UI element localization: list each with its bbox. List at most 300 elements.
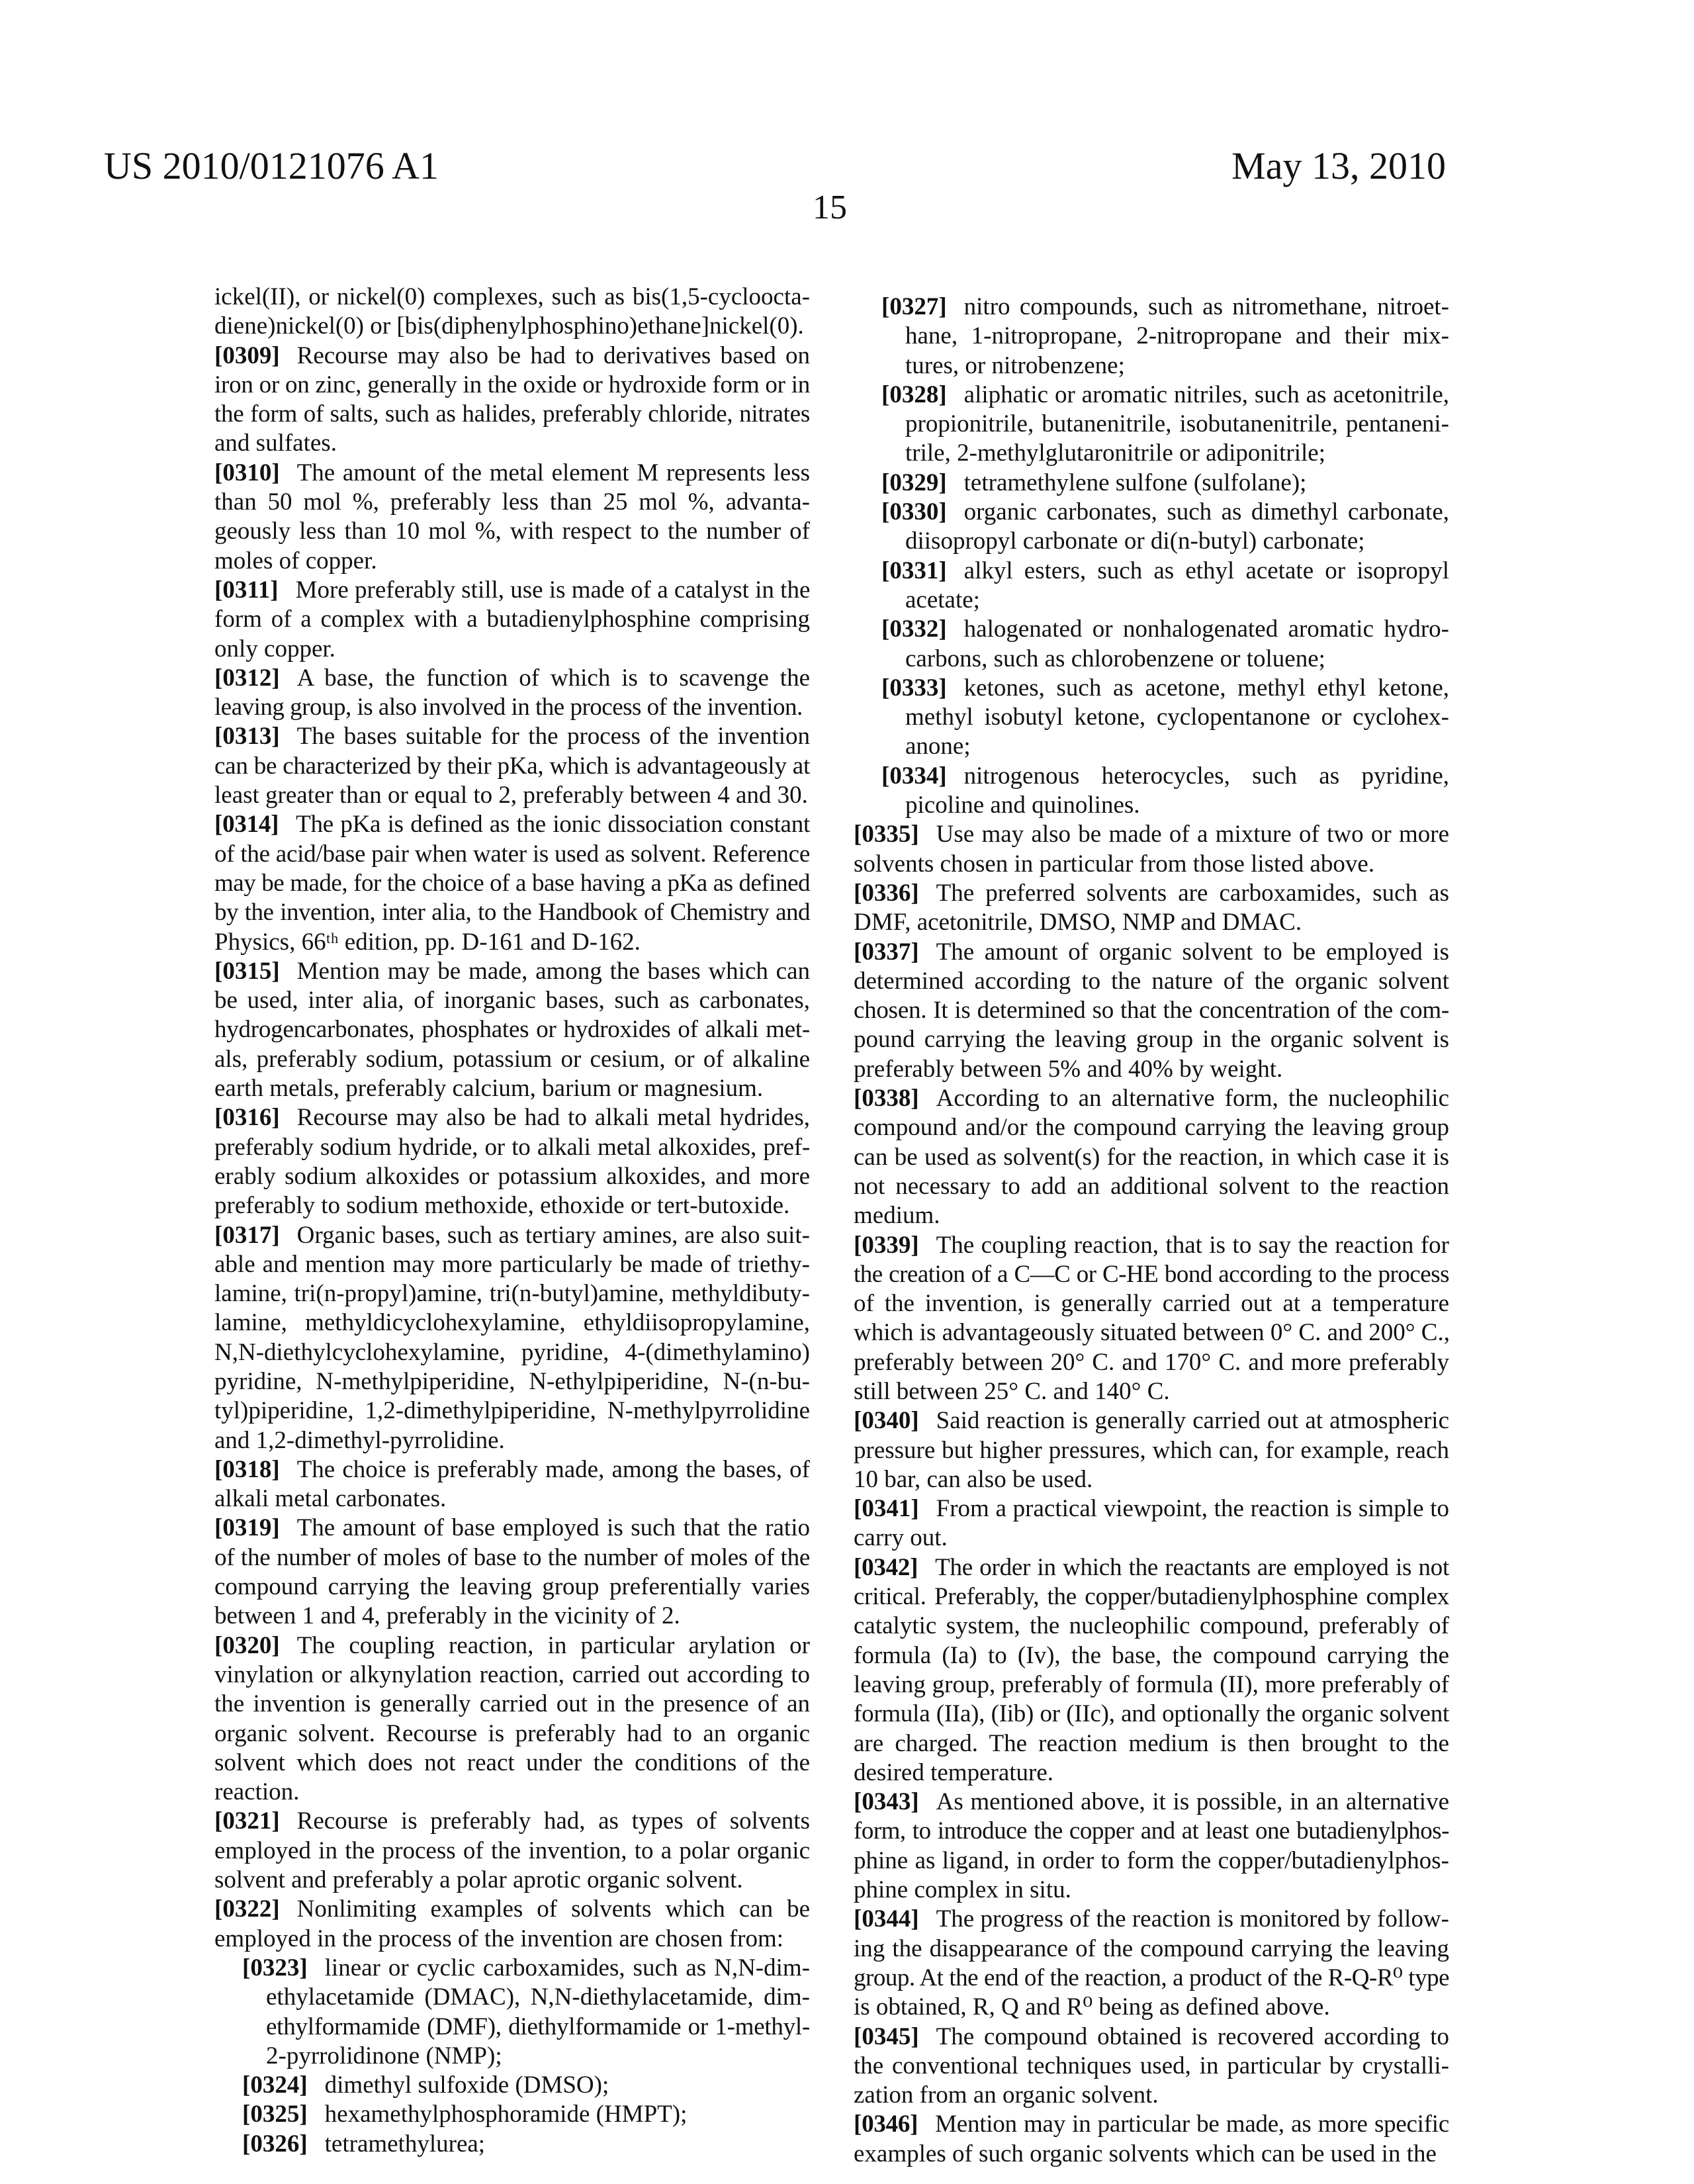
text-line bbox=[854, 1670, 1449, 1700]
paragraph-number: [0327] bbox=[881, 293, 947, 320]
text-line bbox=[854, 1231, 1449, 1260]
text-line bbox=[854, 1553, 1449, 1582]
text-line bbox=[214, 1074, 810, 1103]
line-text: lamine, methyldicyclohexylamine, ethyldiisopropylamine, bbox=[214, 1309, 810, 1336]
line-text: phine as ligand, in order to form the copper/butadienylphos- bbox=[854, 1847, 1449, 1874]
text-line bbox=[854, 1641, 1449, 1670]
paragraph-number: [0345] bbox=[854, 2023, 919, 2050]
text-line bbox=[854, 732, 1449, 761]
paragraph-number: [0317] bbox=[214, 1222, 280, 1249]
text-line bbox=[214, 635, 810, 664]
line-text: medium. bbox=[854, 1202, 940, 1229]
line-text: als, preferably sodium, potassium or cesium, or of alkaline bbox=[214, 1046, 810, 1073]
publication-number: US 2010/0121076 A1 bbox=[104, 147, 439, 185]
line-text: tetramethylurea; bbox=[325, 2130, 485, 2158]
line-text: The choice is preferably made, among the bases, of bbox=[297, 1456, 810, 1483]
paragraph bbox=[214, 1895, 810, 1954]
line-text: Physics, 66ᵗʰ edition, pp. D-161 and D-162. bbox=[214, 929, 641, 956]
line-text: picoline and quinolines. bbox=[905, 792, 1140, 819]
text-line bbox=[214, 1250, 810, 1279]
text-line bbox=[214, 1954, 810, 1983]
line-text: A base, the function of which is to scavenge the bbox=[297, 664, 810, 692]
line-text: DMF, acetonitrile, DMSO, NMP and DMAC. bbox=[854, 909, 1302, 936]
text-line bbox=[214, 1133, 810, 1162]
text-line bbox=[214, 1602, 810, 1631]
paragraph bbox=[214, 1807, 810, 1895]
text-line bbox=[854, 1582, 1449, 1612]
line-text: moles of copper. bbox=[214, 547, 377, 574]
line-text: vinylation or alkynylation reaction, carried out according to bbox=[214, 1661, 810, 1688]
line-text: the creation of a C—C or C-HE bond according to the process bbox=[854, 1261, 1449, 1288]
line-text: organic carbonates, such as dimethyl carbonate, bbox=[964, 498, 1449, 525]
line-text: can be characterized by their pKa, which is advantageously at bbox=[214, 752, 810, 780]
paragraph-number: [0332] bbox=[881, 615, 947, 643]
paragraph-number: [0335] bbox=[854, 821, 919, 848]
text-line bbox=[214, 283, 810, 312]
text-line bbox=[854, 1289, 1449, 1318]
text-line bbox=[854, 879, 1449, 908]
line-text: nitro compounds, such as nitromethane, nitroet- bbox=[964, 293, 1449, 320]
text-line bbox=[214, 1484, 810, 1514]
line-text: Mention may in particular be made, as more specific bbox=[935, 2111, 1449, 2138]
line-text: of the invention, is generally carried out at a temperature bbox=[854, 1290, 1449, 1317]
text-line bbox=[214, 605, 810, 634]
paragraph-number: [0343] bbox=[854, 1788, 919, 1815]
line-text: leaving group, is also involved in the process of the invention. bbox=[214, 694, 803, 721]
line-text: tures, or nitrobenzene; bbox=[905, 352, 1125, 379]
text-line bbox=[854, 703, 1449, 732]
paragraph bbox=[854, 2110, 1449, 2169]
line-text: preferably between 20° C. and 170° C. and more preferably bbox=[854, 1349, 1449, 1376]
text-line bbox=[214, 371, 810, 400]
line-text: earth metals, preferably calcium, barium or magnesium. bbox=[214, 1075, 763, 1102]
text-line bbox=[854, 996, 1449, 1025]
paragraph-number: [0336] bbox=[854, 880, 919, 907]
line-text: compound and/or the compound carrying the leaving group bbox=[854, 1114, 1449, 1141]
line-text: least greater than or equal to 2, preferably between 4 and 30. bbox=[214, 782, 808, 809]
line-text: From a practical viewpoint, the reaction is simple to bbox=[936, 1495, 1449, 1522]
line-text: ing the disappearance of the compound carrying the leaving bbox=[854, 1935, 1449, 1962]
text-line bbox=[214, 840, 810, 869]
line-text: The pKa is defined as the ionic dissociation constant bbox=[296, 811, 810, 838]
paragraph-number: [0334] bbox=[881, 762, 947, 790]
paragraph-number: [0344] bbox=[854, 1905, 919, 1933]
line-text: Recourse is preferably had, as types of solvents bbox=[297, 1807, 810, 1835]
paragraph-number: [0340] bbox=[854, 1407, 919, 1434]
text-line bbox=[214, 1631, 810, 1661]
text-line bbox=[214, 1778, 810, 1807]
line-text: 2-pyrrolidinone (NMP); bbox=[266, 2042, 502, 2070]
line-text: The coupling reaction, that is to say the reaction for bbox=[936, 1232, 1449, 1259]
text-line bbox=[854, 1905, 1449, 1934]
paragraph-number: [0322] bbox=[214, 1895, 280, 1923]
text-line bbox=[854, 527, 1449, 556]
line-text: employed in the process of the invention are chosen from: bbox=[214, 1925, 783, 1952]
line-text: form of a complex with a butadienylphosphine comprising bbox=[214, 606, 810, 633]
text-line bbox=[214, 1455, 810, 1484]
text-line bbox=[854, 1729, 1449, 1758]
line-text: carry out. bbox=[854, 1524, 948, 1551]
text-line bbox=[854, 1055, 1449, 1084]
text-line bbox=[854, 1436, 1449, 1465]
paragraph bbox=[854, 2023, 1449, 2111]
text-line bbox=[854, 1406, 1449, 1435]
paragraph-number: [0324] bbox=[242, 2071, 308, 2099]
paragraph-number: [0316] bbox=[214, 1104, 280, 1131]
text-line bbox=[854, 469, 1449, 498]
line-text: ethylformamide (DMF), diethylformamide or 1-methyl- bbox=[266, 2013, 810, 2040]
text-line bbox=[214, 312, 810, 341]
paragraph bbox=[854, 1231, 1449, 1407]
text-line bbox=[854, 1964, 1449, 1993]
paragraph bbox=[854, 879, 1449, 938]
paragraph bbox=[214, 1221, 810, 1455]
line-text: ketones, such as acetone, methyl ethyl ketone, bbox=[964, 674, 1449, 702]
line-text: halogenated or nonhalogenated aromatic hydro- bbox=[964, 615, 1449, 643]
line-text: than 50 mol %, preferably less than 25 mol %, advanta- bbox=[214, 488, 810, 516]
text-line bbox=[214, 1221, 810, 1250]
line-text: not necessary to add an additional solvent to the reaction bbox=[854, 1173, 1449, 1200]
text-line bbox=[214, 898, 810, 927]
text-line bbox=[854, 586, 1449, 615]
text-line bbox=[854, 1260, 1449, 1289]
paragraph bbox=[214, 459, 810, 576]
text-line bbox=[854, 410, 1449, 439]
line-text: The compound obtained is recovered according to bbox=[936, 2023, 1449, 2050]
line-text: zation from an organic solvent. bbox=[854, 2081, 1159, 2109]
text-line bbox=[214, 1572, 810, 1602]
paragraph-number: [0309] bbox=[214, 342, 280, 369]
text-line bbox=[214, 2100, 810, 2129]
line-text: geously less than 10 mol %, with respect to the number of bbox=[214, 518, 810, 545]
text-line bbox=[854, 439, 1449, 468]
line-text: N,N-diethylcyclohexylamine, pyridine, 4-(dimethylamino) bbox=[214, 1339, 810, 1366]
text-line bbox=[214, 1925, 810, 1954]
line-text: formula (Ia) to (Iv), the base, the compound carrying the bbox=[854, 1642, 1449, 1669]
text-line bbox=[214, 693, 810, 722]
line-text: Recourse may also be had to alkali metal hydrides, bbox=[297, 1104, 810, 1131]
line-text: is obtained, R, Q and R⁰ being as defined above. bbox=[854, 1993, 1330, 2021]
line-text: The amount of the metal element M represents less bbox=[297, 459, 810, 486]
line-text: the form of salts, such as halides, preferably chloride, nitrates bbox=[214, 400, 810, 428]
text-line bbox=[214, 986, 810, 1015]
list-item bbox=[854, 293, 1449, 381]
line-text: still between 25° C. and 140° C. bbox=[854, 1378, 1170, 1405]
text-line bbox=[214, 957, 810, 986]
text-line bbox=[854, 1084, 1449, 1113]
line-text: Said reaction is generally carried out at atmospheric bbox=[936, 1407, 1449, 1434]
line-text: lamine, tri(n-propyl)amine, tri(n-butyl)amine, methyldibuty- bbox=[214, 1280, 810, 1307]
line-text: aliphatic or aromatic nitriles, such as acetonitrile, bbox=[964, 381, 1449, 408]
paragraph-number: [0341] bbox=[854, 1495, 919, 1522]
line-text: The preferred solvents are carboxamides, such as bbox=[936, 880, 1449, 907]
line-text: The coupling reaction, in particular arylation or bbox=[297, 1632, 810, 1659]
text-line bbox=[214, 1807, 810, 1836]
line-text: solvents chosen in particular from those listed above. bbox=[854, 850, 1374, 878]
text-line bbox=[854, 2023, 1449, 2052]
text-line bbox=[854, 351, 1449, 381]
paragraph bbox=[214, 1631, 810, 1807]
line-text: and 1,2-dimethyl-pyrrolidine. bbox=[214, 1427, 505, 1454]
line-text: erably sodium alkoxides or potassium alkoxides, and more bbox=[214, 1163, 810, 1190]
paragraph-number: [0321] bbox=[214, 1807, 280, 1835]
list-item bbox=[854, 557, 1449, 615]
line-text: reaction. bbox=[214, 1778, 299, 1805]
text-line bbox=[854, 1143, 1449, 1172]
line-text: The order in which the reactants are employed is not bbox=[935, 1554, 1449, 1581]
text-line bbox=[854, 615, 1449, 644]
text-line bbox=[214, 1045, 810, 1074]
paragraph bbox=[214, 1455, 810, 1514]
text-line bbox=[214, 547, 810, 576]
line-text: examples of such organic solvents which can be used in the bbox=[854, 2140, 1437, 2167]
text-line bbox=[214, 1983, 810, 2012]
paragraph-number: [0310] bbox=[214, 459, 280, 486]
line-text: The bases suitable for the process of the invention bbox=[297, 723, 810, 750]
line-text: catalytic system, the nucleophilic compound, preferably of bbox=[854, 1612, 1449, 1639]
text-line bbox=[854, 557, 1449, 586]
line-text: diene)nickel(0) or [bis(diphenylphosphino)ethane]nickel(0). bbox=[214, 312, 804, 340]
paragraph-number: [0326] bbox=[242, 2130, 308, 2158]
line-text: ethylacetamide (DMAC), N,N-diethylacetamide, dim- bbox=[266, 1983, 810, 2011]
text-line bbox=[214, 341, 810, 371]
line-text: pyridine, N-methylpiperidine, N-ethylpiperidine, N-(n-bu- bbox=[214, 1368, 810, 1395]
line-text: More preferably still, use is made of a catalyst in the bbox=[296, 576, 811, 604]
list-item bbox=[214, 1954, 810, 2071]
line-text: between 1 and 4, preferably in the vicinity of 2. bbox=[214, 1602, 680, 1629]
text-line bbox=[854, 1817, 1449, 1846]
line-text: critical. Preferably, the copper/butadienylphosphine complex bbox=[854, 1583, 1449, 1610]
text-line bbox=[214, 1866, 810, 1895]
paragraph-number: [0339] bbox=[854, 1232, 919, 1259]
line-text: Mention may be made, among the bases which can bbox=[297, 958, 810, 985]
text-line bbox=[214, 1162, 810, 1191]
paragraph-number: [0329] bbox=[881, 469, 947, 496]
text-line bbox=[854, 2140, 1449, 2169]
right-text-column bbox=[854, 293, 1449, 2169]
text-line bbox=[854, 1465, 1449, 1494]
paragraph bbox=[214, 576, 810, 664]
paragraph bbox=[854, 1494, 1449, 1553]
line-text: carbons, such as chlorobenzene or toluene; bbox=[905, 645, 1325, 672]
list-item bbox=[854, 615, 1449, 674]
paragraph bbox=[854, 1553, 1449, 1788]
line-text: hane, 1-nitropropane, 2-nitropropane and their mix- bbox=[905, 322, 1449, 349]
text-line bbox=[854, 1758, 1449, 1788]
line-text: ickel(II), or nickel(0) complexes, such as bis(1,5-cycloocta- bbox=[214, 283, 810, 310]
text-line bbox=[214, 1749, 810, 1778]
line-text: are charged. The reaction medium is then brought to the bbox=[854, 1730, 1449, 1757]
text-line bbox=[214, 869, 810, 898]
paragraph bbox=[854, 1084, 1449, 1230]
text-line bbox=[854, 1377, 1449, 1406]
paragraph bbox=[214, 283, 810, 341]
line-text: preferably to sodium methoxide, ethoxide or tert-butoxide. bbox=[214, 1192, 789, 1219]
text-line bbox=[214, 1308, 810, 1338]
list-item bbox=[214, 2100, 810, 2129]
text-line bbox=[214, 1661, 810, 1690]
text-line bbox=[854, 293, 1449, 322]
text-line bbox=[854, 645, 1449, 674]
paragraph-number: [0333] bbox=[881, 674, 947, 702]
line-text: employed in the process of the invention, to a polar organic bbox=[214, 1837, 810, 1864]
text-line bbox=[854, 1700, 1449, 1729]
text-line bbox=[854, 791, 1449, 820]
list-item bbox=[854, 498, 1449, 557]
text-line bbox=[214, 429, 810, 458]
line-text: Organic bases, such as tertiary amines, are also suit- bbox=[297, 1222, 810, 1249]
line-text: alkali metal carbonates. bbox=[214, 1485, 446, 1512]
line-text: solvent and preferably a polar aprotic organic solvent. bbox=[214, 1866, 743, 1893]
paragraph-number: [0331] bbox=[881, 557, 947, 584]
text-line bbox=[214, 1895, 810, 1924]
line-text: methyl isobutyl ketone, cyclopentanone or cyclohex- bbox=[905, 704, 1449, 731]
text-line bbox=[854, 1348, 1449, 1377]
text-line bbox=[214, 1191, 810, 1220]
paragraph-number: [0318] bbox=[214, 1456, 280, 1483]
text-line bbox=[854, 820, 1449, 849]
text-line bbox=[854, 762, 1449, 791]
list-item bbox=[854, 762, 1449, 821]
line-text: hexamethylphosphoramide (HMPT); bbox=[325, 2101, 688, 2128]
paragraph bbox=[214, 341, 810, 459]
text-line bbox=[214, 928, 810, 957]
line-text: preferably between 5% and 40% by weight. bbox=[854, 1056, 1282, 1083]
line-text: diisopropyl carbonate or di(n-butyl) carbonate; bbox=[905, 527, 1365, 555]
paragraph-number: [0312] bbox=[214, 664, 280, 692]
line-text: formula (IIa), (Iib) or (IIc), and optionally the organic solvent bbox=[854, 1700, 1449, 1727]
text-line bbox=[214, 1543, 810, 1572]
text-line bbox=[854, 1172, 1449, 1201]
text-line bbox=[854, 2110, 1449, 2139]
line-text: desired temperature. bbox=[854, 1759, 1053, 1786]
text-line bbox=[214, 1367, 810, 1396]
line-text: which is advantageously situated between 0° C. and 200° C., bbox=[854, 1319, 1450, 1346]
paragraph bbox=[854, 820, 1449, 879]
line-text: phine complex in situ. bbox=[854, 1876, 1071, 1903]
text-line bbox=[214, 2013, 810, 2042]
text-line bbox=[214, 1338, 810, 1367]
line-text: able and mention may more particularly be made of triethy- bbox=[214, 1251, 810, 1278]
text-line bbox=[854, 674, 1449, 703]
text-line bbox=[214, 400, 810, 429]
line-text: the conventional techniques used, in particular by crystalli- bbox=[854, 2052, 1449, 2079]
text-line bbox=[214, 1514, 810, 1543]
text-line bbox=[854, 1876, 1449, 1905]
line-text: hydrogencarbonates, phosphates or hydroxides of alkali met- bbox=[214, 1016, 810, 1043]
line-text: Use may also be made of a mixture of two or more bbox=[936, 821, 1449, 848]
paragraph-number: [0330] bbox=[881, 498, 947, 525]
paragraph-number: [0328] bbox=[881, 381, 947, 408]
line-text: leaving group, preferably of formula (II), more preferably of bbox=[854, 1671, 1449, 1698]
line-text: chosen. It is determined so that the concentration of the com- bbox=[854, 997, 1449, 1024]
text-line bbox=[214, 576, 810, 605]
text-line bbox=[214, 1690, 810, 1719]
text-line bbox=[854, 1113, 1449, 1142]
line-text: nitrogenous heterocycles, such as pyridine, bbox=[964, 762, 1449, 790]
text-line bbox=[854, 1025, 1449, 1054]
list-item bbox=[214, 2071, 810, 2100]
text-line bbox=[214, 2042, 810, 2071]
line-text: linear or cyclic carboxamides, such as N,N-dim- bbox=[325, 1954, 810, 1981]
line-text: by the invention, inter alia, to the Handbook of Chemistry and bbox=[214, 899, 810, 926]
line-text: and sulfates. bbox=[214, 430, 337, 457]
line-text: only copper. bbox=[214, 635, 335, 662]
text-line bbox=[214, 517, 810, 546]
text-line bbox=[854, 2081, 1449, 2110]
text-line bbox=[854, 1612, 1449, 1641]
paragraph-number: [0319] bbox=[214, 1514, 280, 1541]
publication-date: May 13, 2010 bbox=[1231, 147, 1446, 185]
line-text: According to an alternative form, the nucleophilic bbox=[936, 1085, 1449, 1112]
text-line bbox=[854, 1788, 1449, 1817]
paragraph bbox=[214, 957, 810, 1103]
line-text: Nonlimiting examples of solvents which can be bbox=[297, 1895, 810, 1923]
line-text: may be made, for the choice of a base having a pKa as defined bbox=[214, 870, 810, 897]
page-number: 15 bbox=[0, 191, 1660, 225]
paragraph bbox=[854, 1788, 1449, 1905]
paragraph-number: [0320] bbox=[214, 1632, 280, 1659]
line-text: alkyl esters, such as ethyl acetate or isopropyl bbox=[964, 557, 1449, 584]
text-line bbox=[854, 1846, 1449, 1876]
list-item bbox=[854, 469, 1449, 498]
paragraph bbox=[214, 1514, 810, 1631]
text-line bbox=[214, 2130, 810, 2159]
text-line bbox=[214, 1426, 810, 1455]
line-text: pound carrying the leaving group in the organic solvent is bbox=[854, 1026, 1449, 1053]
paragraph-number: [0315] bbox=[214, 958, 280, 985]
text-line bbox=[214, 1719, 810, 1749]
paragraph bbox=[214, 664, 810, 723]
text-line bbox=[214, 1837, 810, 1866]
text-line bbox=[214, 722, 810, 751]
text-line bbox=[214, 488, 810, 517]
paragraph-number: [0338] bbox=[854, 1085, 919, 1112]
line-text: propionitrile, butanenitrile, isobutanenitrile, pentaneni- bbox=[905, 410, 1449, 437]
line-text: of the number of moles of base to the number of moles of the bbox=[214, 1544, 810, 1571]
line-text: As mentioned above, it is possible, in an alternative bbox=[936, 1788, 1449, 1815]
line-text: can be used as solvent(s) for the reaction, in which case it is bbox=[854, 1144, 1449, 1171]
paragraph-number: [0346] bbox=[854, 2111, 918, 2138]
line-text: compound carrying the leaving group preferentially varies bbox=[214, 1573, 810, 1600]
text-line bbox=[214, 1279, 810, 1308]
line-text: pressure but higher pressures, which can, for example, reach bbox=[854, 1437, 1449, 1464]
text-line bbox=[854, 322, 1449, 351]
paragraph bbox=[214, 810, 810, 956]
line-text: the invention is generally carried out in the presence of an bbox=[214, 1690, 810, 1717]
text-line bbox=[854, 1934, 1449, 1964]
text-line bbox=[854, 967, 1449, 996]
paragraph-number: [0337] bbox=[854, 938, 919, 966]
text-line bbox=[214, 459, 810, 488]
line-text: group. At the end of the reaction, a product of the R-Q-R⁰ type bbox=[854, 1964, 1449, 1991]
text-line bbox=[214, 1015, 810, 1044]
line-text: The amount of organic solvent to be employed is bbox=[936, 938, 1449, 966]
paragraph bbox=[854, 1406, 1449, 1494]
text-line bbox=[214, 752, 810, 781]
line-text: acetate; bbox=[905, 586, 980, 614]
text-line bbox=[854, 1993, 1449, 2022]
text-line bbox=[854, 938, 1449, 967]
text-line bbox=[854, 1201, 1449, 1230]
text-line bbox=[854, 1494, 1449, 1524]
left-text-column bbox=[214, 283, 810, 2159]
text-line bbox=[214, 664, 810, 693]
paragraph-number: [0342] bbox=[854, 1554, 918, 1581]
paragraph-number: [0323] bbox=[242, 1954, 308, 1981]
line-text: organic solvent. Recourse is preferably had to an organic bbox=[214, 1720, 810, 1747]
text-line bbox=[854, 908, 1449, 937]
